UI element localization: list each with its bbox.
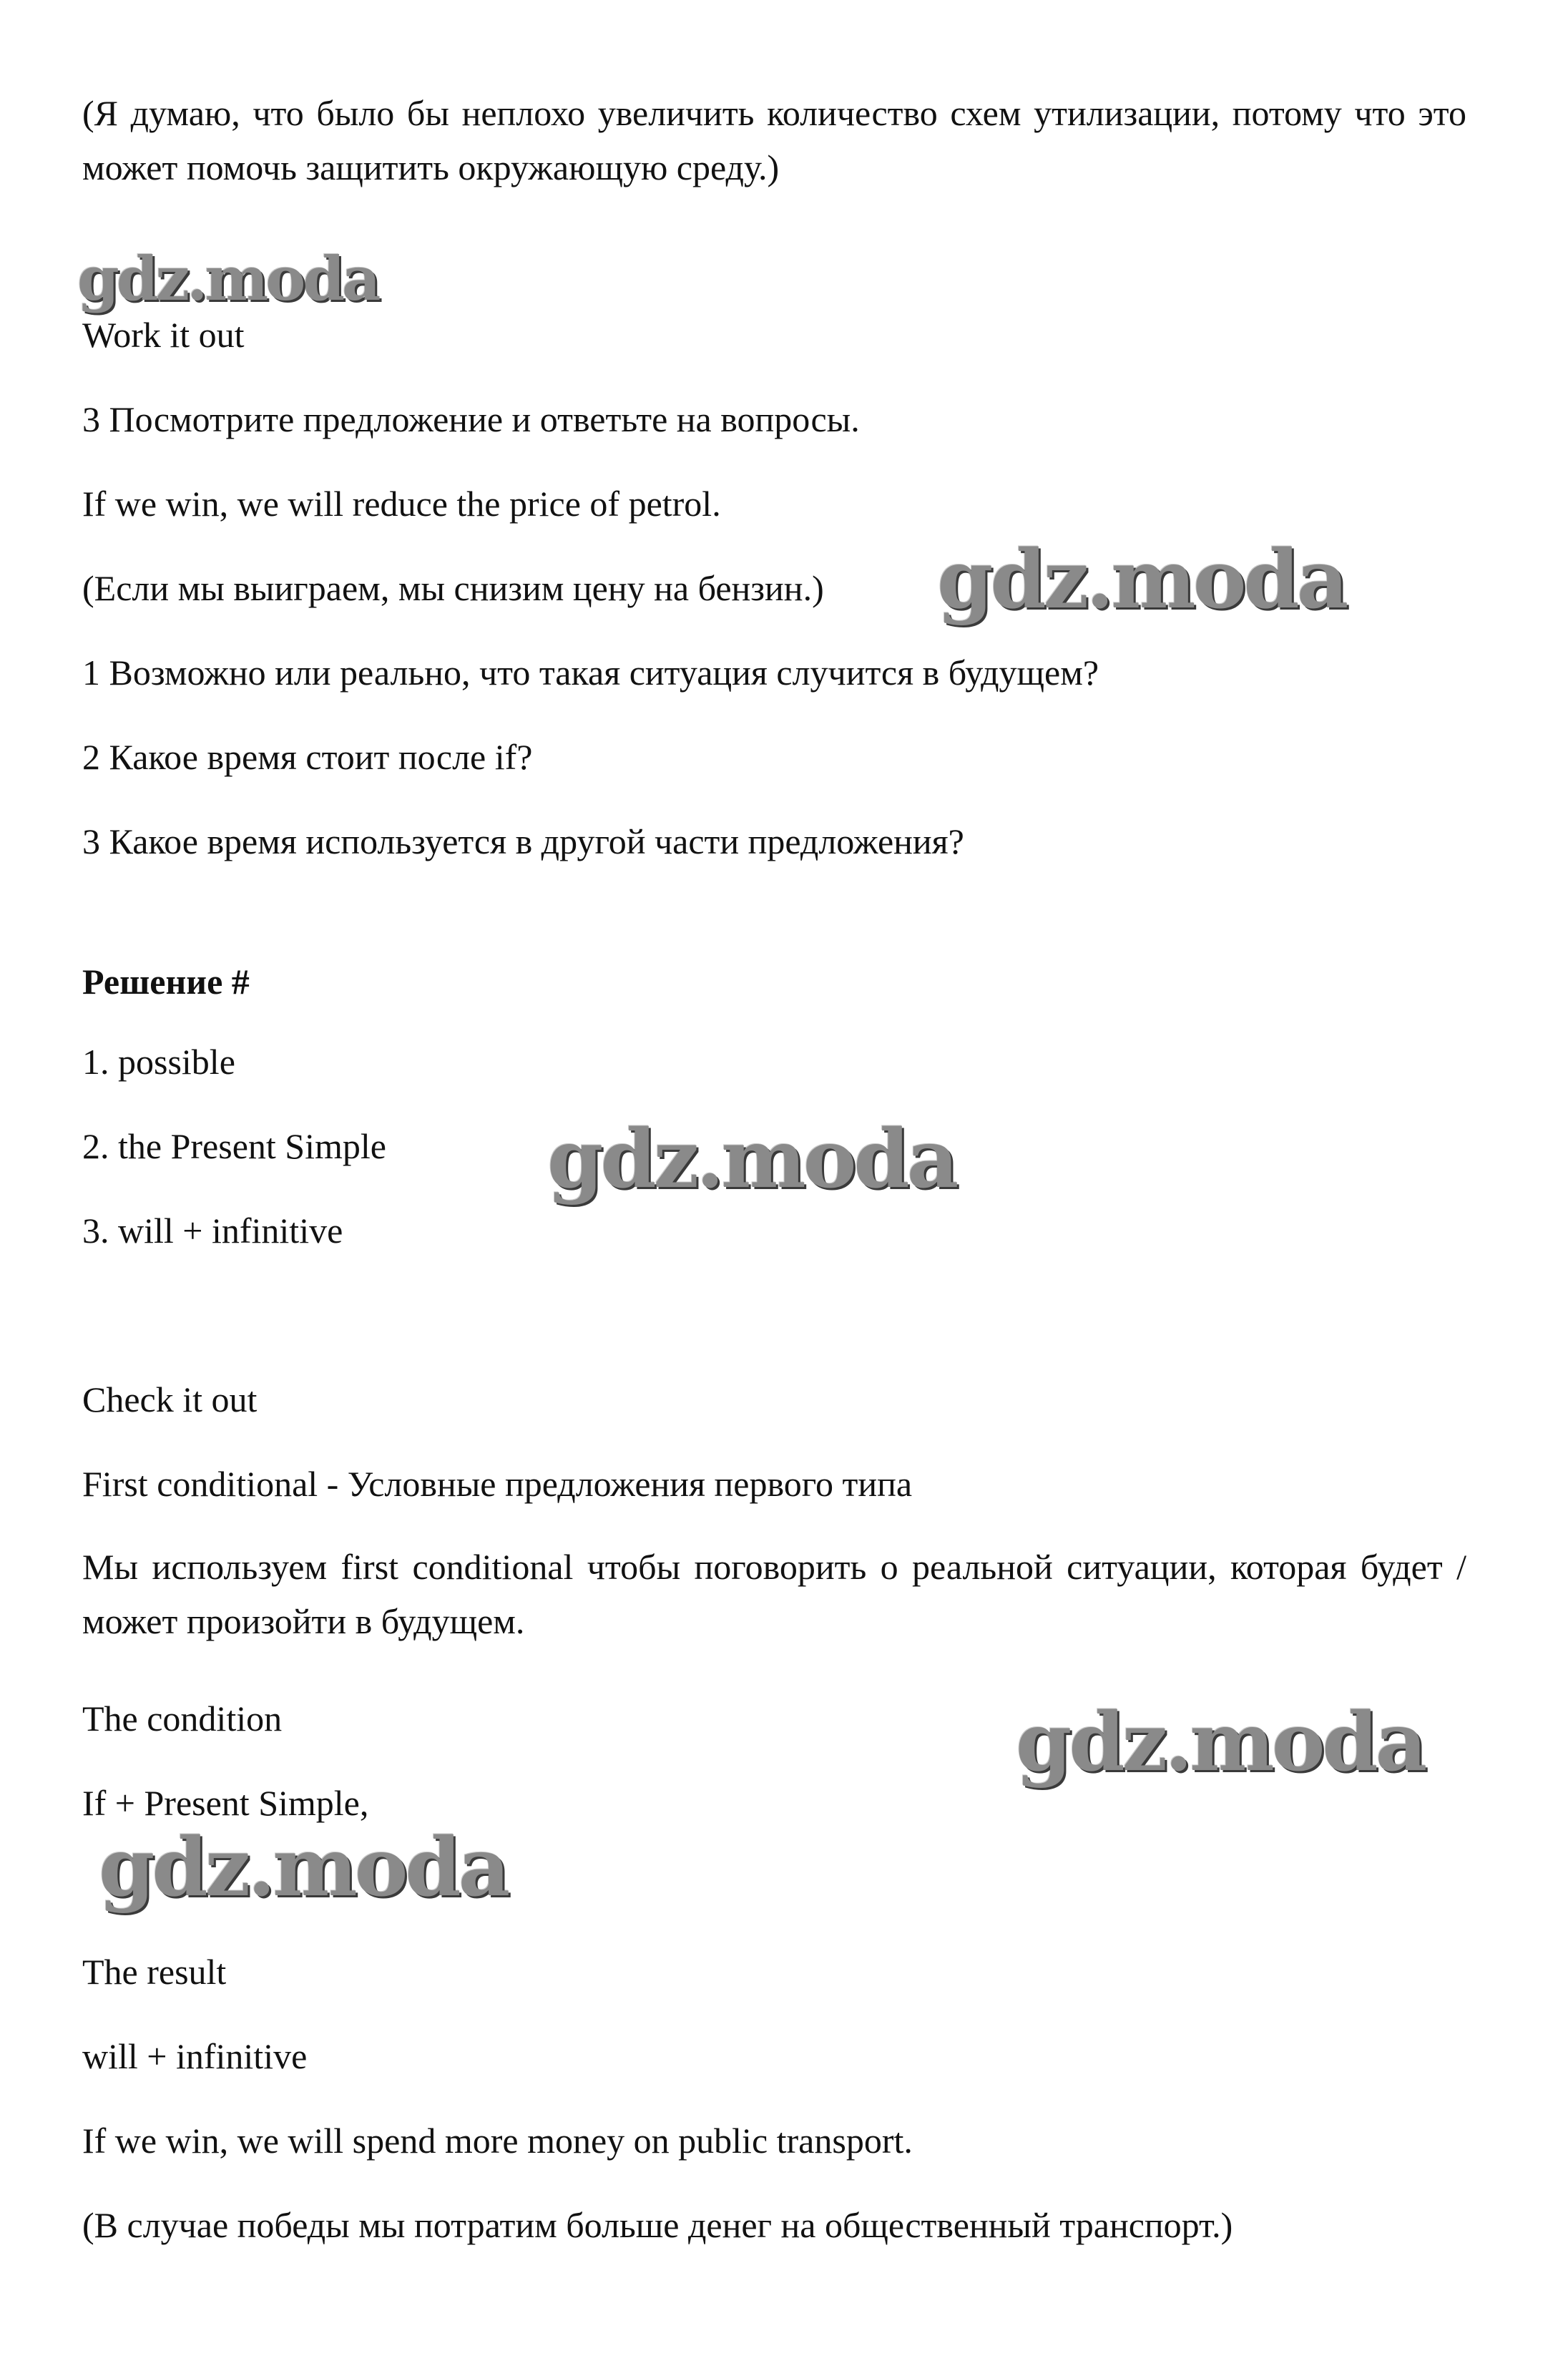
answer-item: 3. will + infinitive <box>82 1211 343 1251</box>
watermark: gdz.moda <box>77 243 378 314</box>
check-it-out-heading: Check it out <box>82 1379 258 1419</box>
watermark: gdz.moda <box>99 1821 508 1915</box>
condition-formula: If + Present Simple, <box>82 1783 369 1823</box>
watermark: gdz.moda <box>547 1113 956 1206</box>
question-item: 2 Какое время стоит после if? <box>82 737 533 777</box>
check-example-sentence: If we win, we will spend more money on public transport. <box>82 2121 913 2161</box>
task-instruction: 3 Посмотрите предложение и ответьте на вопросы. <box>82 399 860 439</box>
explanation-paragraph: Мы используем first conditional чтобы поговорить о реальной ситуации, которая будет / может произойти в будущем. <box>82 1547 1466 1641</box>
check-example-translation: (В случае победы мы потратим больше денег на общественный транспорт.) <box>82 2205 1233 2245</box>
result-formula: will + infinitive <box>82 2036 308 2076</box>
work-it-out-heading: Work it out <box>82 315 245 355</box>
example-sentence: If we win, we will reduce the price of petrol. <box>82 484 721 524</box>
question-item: 3 Какое время используется в другой части предложения? <box>82 821 964 861</box>
first-conditional-subtitle: First conditional - Условные предложения первого типа <box>82 1464 913 1504</box>
watermark: gdz.moda <box>937 533 1346 627</box>
example-translation: (Если мы выиграем, мы снизим цену на бензин.) <box>82 568 824 608</box>
question-item: 1 Возможно или реально, что такая ситуация случится в будущем? <box>82 652 1099 693</box>
answer-item: 2. the Present Simple <box>82 1126 386 1166</box>
intro-translation: (Я думаю, что было бы неплохо увеличить количество схем утилизации, потому что это может помочь защитить окружающую среду.) <box>82 93 1466 187</box>
result-label: The result <box>82 1952 227 1992</box>
watermark: gdz.moda <box>1016 1696 1425 1789</box>
answer-item: 1. possible <box>82 1042 235 1082</box>
condition-label: The condition <box>82 1698 283 1739</box>
solution-heading: Решение # <box>82 962 250 1002</box>
